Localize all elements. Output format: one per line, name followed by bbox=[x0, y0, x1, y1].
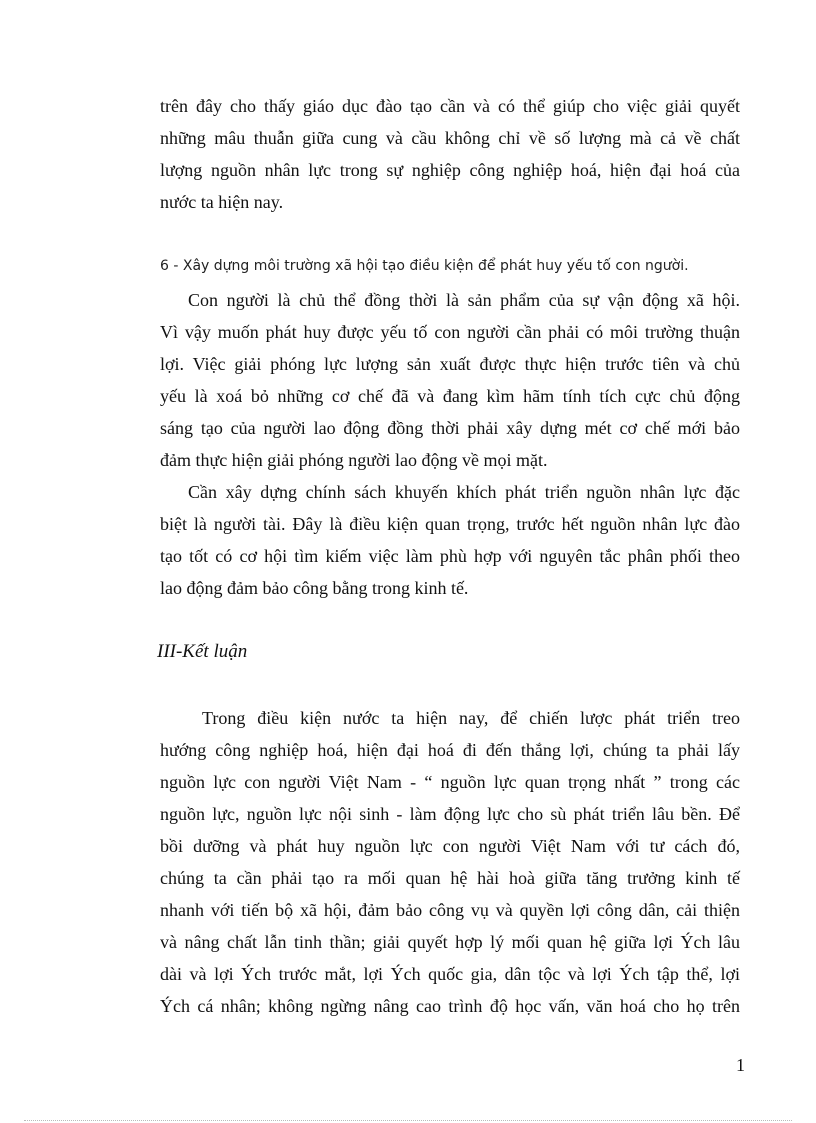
text-line: dài và lợi Ých trước mắt, lợi Ých quốc gia, dân tộc và lợi Ých tập thể, lợi bbox=[160, 964, 740, 984]
text-line: lao động đảm bảo công bằng trong kinh tế. bbox=[160, 578, 469, 598]
text-line: Vì vậy muốn phát huy được yếu tố con người cần phải có môi trường thuận bbox=[160, 322, 740, 342]
text-line: Ých cá nhân; không ngừng nâng cao trình độ học vấn, văn hoá cho họ trên bbox=[160, 996, 740, 1016]
text-line: nhanh với tiến bộ xã hội, đảm bảo công vụ và quyền lợi công dân, cải thiện bbox=[160, 900, 740, 920]
text-line: Con người là chủ thể đồng thời là sản phẩm của sự vận động xã hội. bbox=[188, 290, 740, 310]
section-heading: III-Kết luận bbox=[157, 641, 248, 662]
text-line: bồi dưỡng và phát huy nguồn lực con người Việt Nam với tư cách đó, bbox=[160, 836, 740, 856]
paragraph-chinh-sach bbox=[160, 476, 740, 604]
text-line: và nâng chất lẫn tinh thần; giải quyết hợp lý mối quan hệ giữa lợi Ých lâu bbox=[160, 932, 740, 952]
text-line: Cần xây dựng chính sách khuyến khích phát triển nguồn nhân lực đặc bbox=[188, 482, 740, 502]
text-line: lợi. Việc giải phóng lực lượng sản xuất được thực hiện trước tiên và chủ bbox=[160, 354, 740, 374]
text-line: biệt là người tài. Đây là điều kiện quan trọng, trước hết nguồn nhân lực đào bbox=[160, 514, 740, 534]
paragraph-giao-duc bbox=[160, 90, 740, 218]
text-line: nguồn lực, nguồn lực nội sinh - làm động lực cho sù phát triển lâu bền. Để bbox=[160, 804, 740, 824]
text-line: chúng ta cần phải tạo ra mối quan hệ hài hoà giữa tăng trưởng kinh tế bbox=[160, 868, 740, 888]
subsection-heading: 6 - Xây dựng môi trường xã hội tạo điều kiện để phát huy yếu tố con người. bbox=[160, 258, 689, 274]
text-line: yếu là xoá bỏ những cơ chế đã và đang kìm hãm tính tích cực chủ động bbox=[160, 386, 740, 406]
text-line: nước ta hiện nay. bbox=[160, 192, 284, 212]
text-line: Trong điều kiện nước ta hiện nay, để chiến lược phát triển treo bbox=[202, 708, 740, 728]
text-line: lượng nguồn nhân lực trong sự nghiệp công nghiệp hoá, hiện đại hoá của bbox=[160, 160, 740, 180]
text-line: những mâu thuẫn giữa cung và cầu không chỉ về số lượng mà cả về chất bbox=[160, 128, 740, 148]
text-line: trên đây cho thấy giáo dục đào tạo cần và có thể giúp cho việc giải quyết bbox=[160, 96, 740, 116]
text-line: sáng tạo của người lao động đồng thời phải xây dựng mét cơ chế mới bảo bbox=[160, 418, 740, 438]
text-line: hướng công nghiệp hoá, hiện đại hoá đi đến thắng lợi, chúng ta phải lấy bbox=[160, 740, 740, 760]
page-bottom-divider bbox=[24, 1120, 792, 1121]
text-line: đảm thực hiện giải phóng người lao động về mọi mặt. bbox=[160, 450, 548, 470]
text-line: nguồn lực con người Việt Nam - “ nguồn lực quan trọng nhất ” trong các bbox=[160, 772, 740, 792]
page-number: 1 bbox=[736, 1055, 745, 1075]
text-line: tạo tốt có cơ hội tìm kiếm việc làm phù hợp với nguyên tắc phân phối theo bbox=[160, 546, 740, 566]
paragraph-ket-luan bbox=[160, 702, 740, 1022]
paragraph-moi-truong bbox=[160, 284, 740, 476]
